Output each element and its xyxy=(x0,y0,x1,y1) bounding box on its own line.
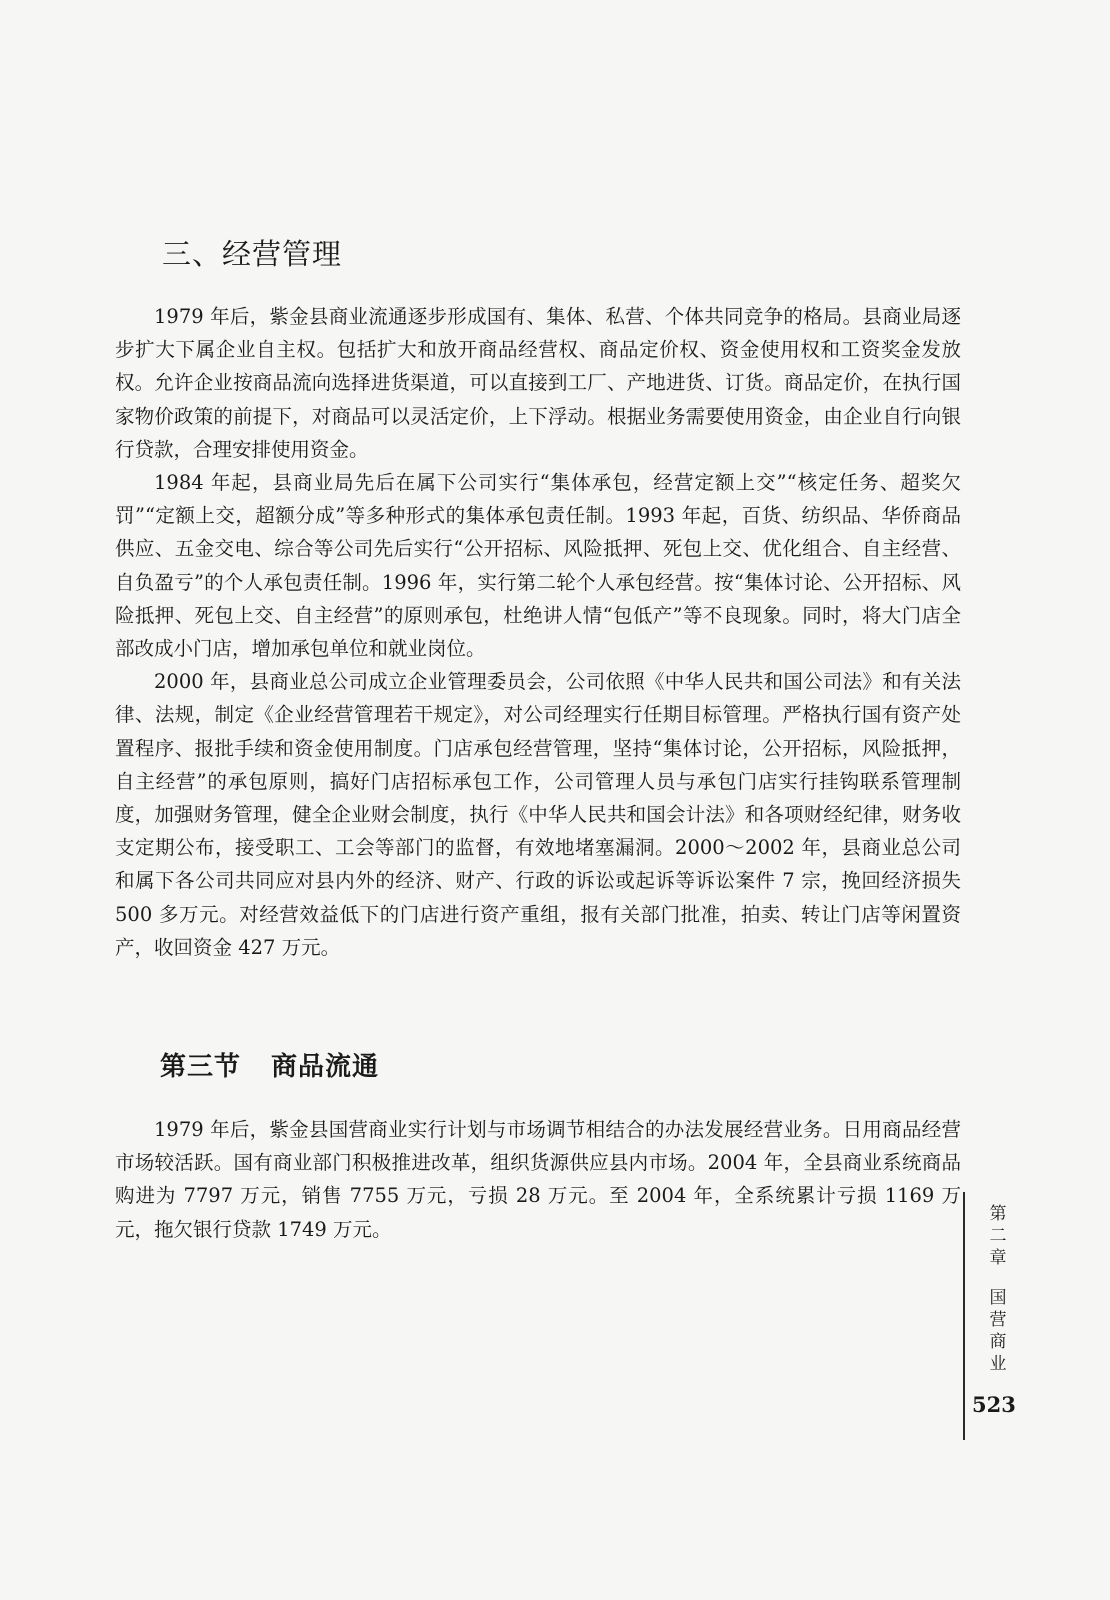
chapter-char: 章 xyxy=(989,1248,1007,1268)
paragraph: 1979 年后，紫金县商业流通逐步形成国有、集体、私营、个体共同竞争的格局。县商业局逐步扩大下属企业自主权。包括扩大和放开商品经营权、商品定价权、资金使用权和工资奖金发放权。允许企业按商品流向选择进货渠道，可以直接到工厂、产地进货、订货。商品定价，在执行国家物价政策的前提下，对商品可以灵活定价，上下浮动。根据业务需要使用资金，由企业自行向银行贷款，合理安排使用资金。 xyxy=(115,305,961,461)
subsection-number: 第三节 xyxy=(160,1052,242,1082)
running-chapter-label xyxy=(983,1203,1013,1375)
page-number: 523 xyxy=(972,1392,1016,1417)
chapter-char: 业 xyxy=(989,1354,1007,1374)
subsection-heading xyxy=(160,1046,379,1083)
subsection-body xyxy=(115,1113,961,1246)
chapter-char: 营 xyxy=(989,1310,1007,1330)
paragraph: 1984 年起，县商业局先后在属下公司实行“集体承包，经营定额上交”“核定任务、超奖欠罚”“定额上交，超额分成”等多种形式的集体承包责任制。1993 年起，百货、纺织品、华侨商品供应、五金交电、综合等公司先后实行“公开招标、风险抵押、死包上交、优化组合、自主经营、自负盈亏”的个人承包责任制。1996 年，实行第二轮个人承包经营。按“集体讨论、公开招标、风险抵押、死包上交、自主经营”的原则承包，杜绝讲人情“包低产”等不良现象。同时，将大门店全部改成小门店，增加承包单位和就业岗位。 xyxy=(115,471,961,661)
section-title: 三、经营管理 xyxy=(162,237,343,271)
margin-rule xyxy=(963,1192,965,1440)
chapter-char: 第 xyxy=(989,1204,1007,1224)
chapter-char: 二 xyxy=(989,1226,1007,1246)
paragraph: 2000 年，县商业总公司成立企业管理委员会，公司依照《中华人民共和国公司法》和有关法律、法规，制定《企业经营管理若干规定》，对公司经理实行任期目标管理。严格执行国有资产处置程序、报批手续和资金使用制度。门店承包经营管理，坚持“集体讨论，公开招标，风险抵押，自主经营”的承包原则，搞好门店招标承包工作，公司管理人员与承包门店实行挂钩联系管理制度，加强财务管理，健全企业财会制度，执行《中华人民共和国会计法》和各项财经纪律，财务收支定期公布，接受职工、工会等部门的监督，有效地堵塞漏洞。2000～2002 年，县商业总公司和属下各公司共同应对县内外的经济、财产、行政的诉讼或起诉等诉讼案件 7 宗，挽回经济损失 500 多万元。对经营效益低下的门店进行资产重组，报有关部门批准，拍卖、转让门店等闲置资产，收回资金 427 万元。 xyxy=(115,670,961,959)
chapter-char: 国 xyxy=(989,1288,1007,1308)
section-body xyxy=(115,300,961,964)
subsection-title: 商品流通 xyxy=(271,1052,380,1082)
chapter-char: 商 xyxy=(989,1332,1007,1352)
paragraph: 1979 年后，紫金县国营商业实行计划与市场调节相结合的办法发展经营业务。日用商品经营市场较活跃。国有商业部门积极推进改革，组织货源供应县内市场。2004 年，全县商业系统商品购进为 7797 万元，销售 7755 万元，亏损 28 万元。至 2004 年，全系统累计亏损 1169 万元，拖欠银行贷款 1749 万元。 xyxy=(115,1118,961,1241)
